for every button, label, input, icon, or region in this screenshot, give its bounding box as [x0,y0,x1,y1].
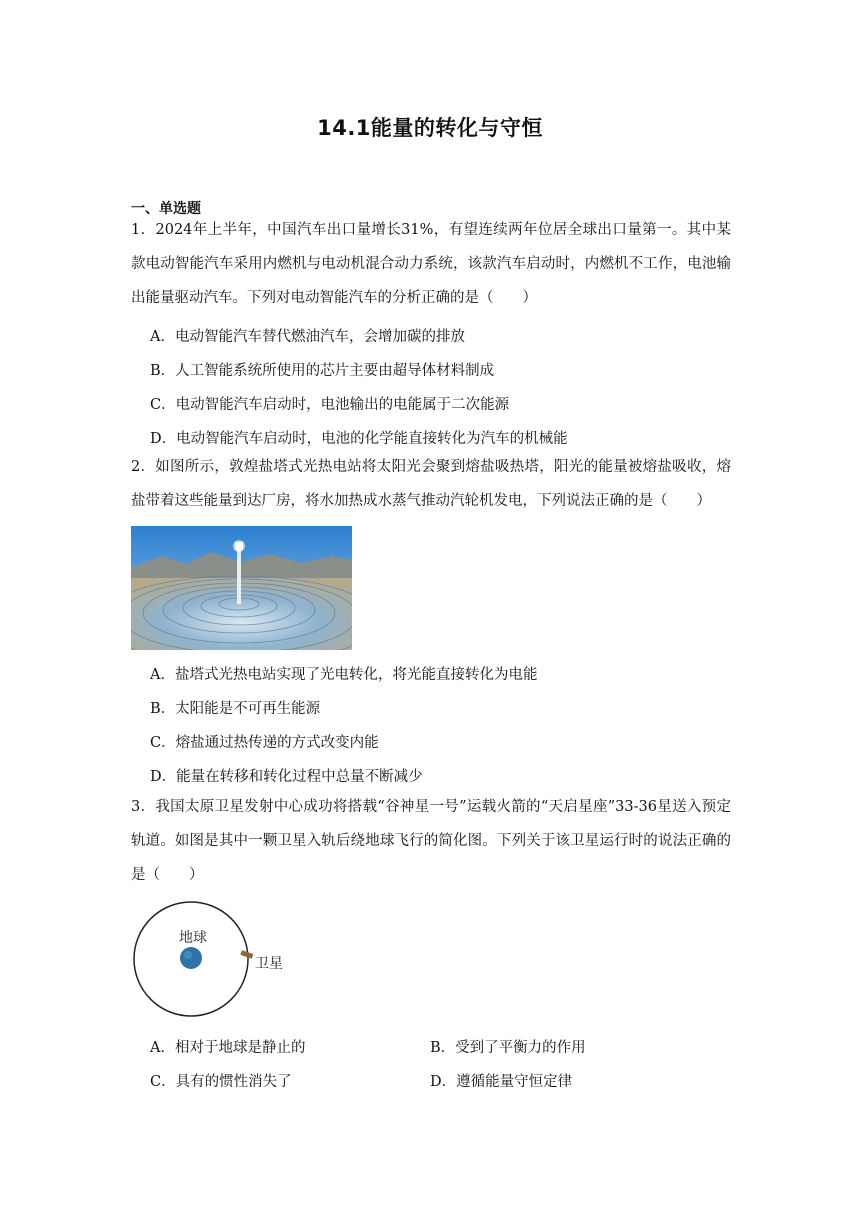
question-3-stem: 3．我国太原卫星发射中心成功将搭载“谷神星一号”运载火箭的“天启星座”33-36星送入预定轨道。如图是其中一颗卫星入轨后绕地球飞行的简化图。下列关于该卫星运行时的说法正确的是（ ） [131,799,731,883]
question-1-option-c: C．电动智能汽车启动时，电池输出的电能属于二次能源 [150,397,510,413]
satellite-orbit-diagram [131,900,291,1020]
question-1-stem: 1．2024年上半年，中国汽车出口量增长31%，有望连续两年位居全球出口量第一。其中某款电动智能汽车采用内燃机与电动机混合动力系统，该款汽车启动时，内燃机不工作，电池输出能量驱动汽车。下列对电动智能汽车的分析正确的是（ ） [131,222,731,306]
question-1-option-a: A．电动智能汽车替代燃油汽车，会增加碳的排放 [150,329,465,345]
question-2-option-b: B．太阳能是不可再生能源 [150,701,321,717]
question-2-stem: 2．如图所示，敦煌盐塔式光热电站将太阳光会聚到熔盐吸热塔，阳光的能量被熔盐吸收，熔盐带着这些能量到达厂房，将水加热成水蒸气推动汽轮机发电，下列说法正确的是（ ） [131,459,731,509]
question-3-option-b: B．受到了平衡力的作用 [430,1040,586,1056]
question-2-option-c: C．熔盐通过热传递的方式改变内能 [150,735,379,751]
satellite-label: 卫星 [255,956,283,972]
section-heading: 一、单选题 [131,201,201,217]
question-2-option-d: D．能量在转移和转化过程中总量不断减少 [150,769,423,785]
question-1-option-d: D．电动智能汽车启动时，电池的化学能直接转化为汽车的机械能 [150,431,568,447]
earth-label: 地球 [179,930,207,946]
question-3-option-c: C．具有的惯性消失了 [150,1074,292,1090]
page-title: 14.1能量的转化与守恒 [317,116,543,140]
question-1-option-b: B．人工智能系统所使用的芯片主要由超导体材料制成 [150,363,495,379]
question-3-option-d: D．遵循能量守恒定律 [430,1074,573,1090]
question-3-option-a: A．相对于地球是静止的 [150,1040,306,1056]
earth-icon [180,947,202,969]
question-2-option-a: A．盐塔式光热电站实现了光电转化，将光能直接转化为电能 [150,667,538,683]
solar-tower-photo [131,526,352,650]
